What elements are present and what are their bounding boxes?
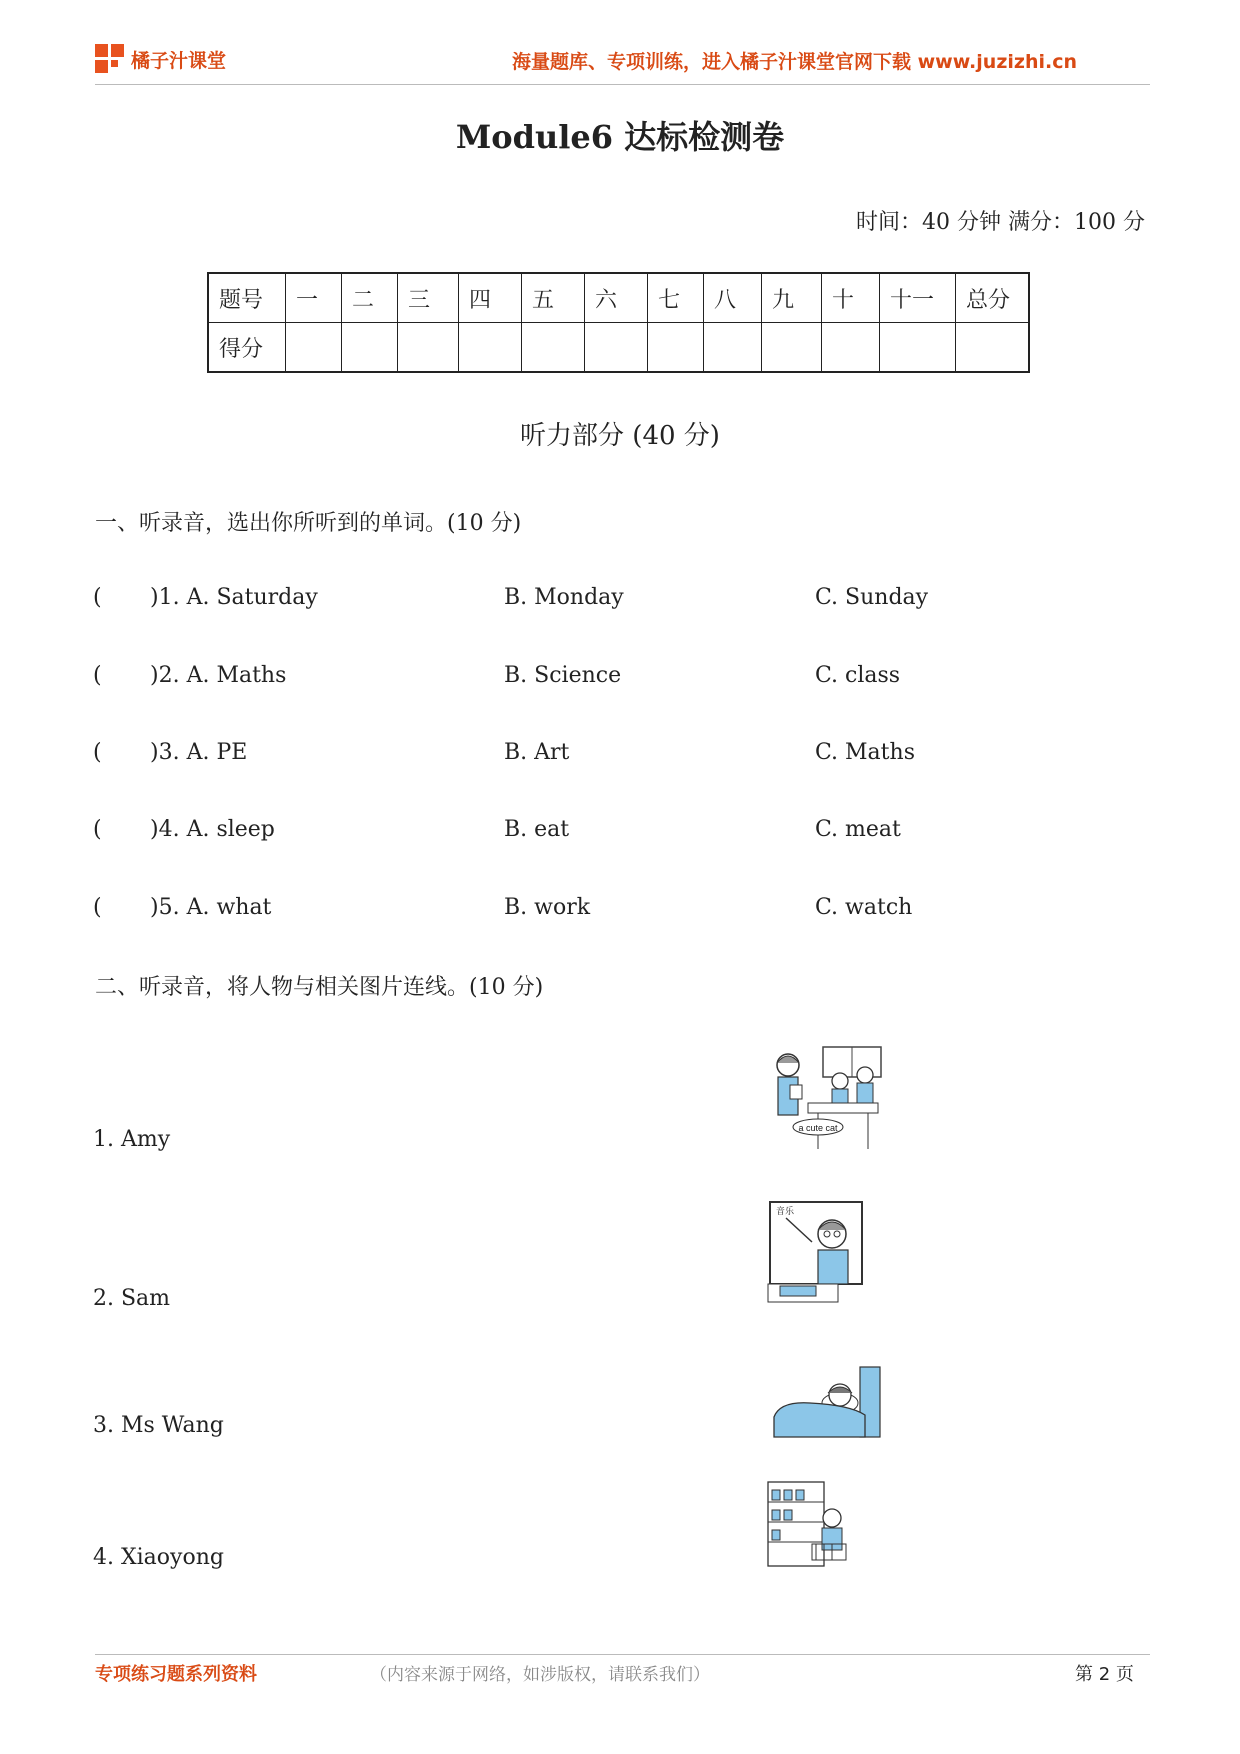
score-input-cell[interactable] [522,323,585,373]
question-option-c: C. class [815,663,901,688]
header-divider [95,84,1150,85]
person-name[interactable]: 3. Ms Wang [93,1413,224,1438]
question-option-a: )1. A. Saturday [150,585,318,610]
question-option-b: B. Science [504,663,622,688]
score-input-cell[interactable] [648,323,704,373]
question-option-a: )4. A. sleep [150,817,275,842]
score-input-cell[interactable] [880,323,956,373]
score-table [207,272,1030,373]
answer-paren[interactable]: ( [93,740,102,765]
brand-logo [95,44,226,74]
score-input-cell[interactable] [398,323,459,373]
question-option-c: C. Maths [815,740,915,765]
score-cell: 七 [648,273,704,323]
classroom-picture[interactable] [768,1045,883,1153]
logo-text: 橘子汁课堂 [131,49,227,72]
score-input-cell[interactable] [342,323,398,373]
section2-title: 二、听录音，将人物与相关图片连线。(10 分) [95,975,544,1000]
question-option-a: )5. A. what [150,895,272,920]
score-cell: 九 [762,273,822,323]
score-cell: 八 [704,273,762,323]
question-option-b: B. work [504,895,591,920]
question-option-b: B. Art [504,740,570,765]
person-name[interactable]: 4. Xiaoyong [93,1545,224,1570]
time-info: 时间：40 分钟 满分：100 分 [856,210,1145,235]
footer-series-label: 专项练习题系列资料 [95,1664,257,1685]
question-option-c: C. Sunday [815,585,929,610]
score-cell: 一 [286,273,342,323]
score-input-cell[interactable] [762,323,822,373]
footer-divider [95,1654,1150,1655]
score-input-cell[interactable] [704,323,762,373]
score-cell: 六 [585,273,648,323]
header-slogan: 海量题库、专项训练，进入橘子汁课堂官网下载 www.juzizhi.cn [512,51,1077,73]
answer-paren[interactable]: ( [93,817,102,842]
score-cell: 题号 [208,273,286,323]
board-label: 音乐 [776,1207,795,1217]
score-input-cell[interactable] [822,323,880,373]
page-title: Module6 达标检测卷 [455,118,785,156]
person-name[interactable]: 2. Sam [93,1286,171,1311]
score-cell: 总分 [956,273,1030,323]
supermarket-picture[interactable] [766,1478,856,1568]
answer-paren[interactable]: ( [93,585,102,610]
score-input-cell[interactable] [585,323,648,373]
score-cell: 二 [342,273,398,323]
score-cell: 十一 [880,273,956,323]
score-cell: 五 [522,273,585,323]
answer-paren[interactable]: ( [93,895,102,920]
score-cell: 三 [398,273,459,323]
page-number: 第 2 页 [1075,1664,1134,1685]
question-option-b: B. Monday [504,585,624,610]
score-row-label: 得分 [208,323,286,373]
music-teacher-picture[interactable] [766,1198,866,1306]
score-cell: 十 [822,273,880,323]
score-input-cell[interactable] [956,323,1030,373]
score-input-cell[interactable] [459,323,522,373]
score-input-cell[interactable] [286,323,342,373]
logo-icon [95,44,125,74]
section1-title: 一、听录音，选出你所听到的单词。(10 分) [95,511,522,536]
score-cell: 四 [459,273,522,323]
question-option-b: B. eat [504,817,570,842]
answer-paren[interactable]: ( [93,663,102,688]
question-option-a: )3. A. PE [150,740,248,765]
question-option-a: )2. A. Maths [150,663,287,688]
listening-title: 听力部分 (40 分) [520,421,720,451]
score-table-score-row [208,323,1029,373]
question-option-c: C. watch [815,895,913,920]
sleeping-picture[interactable] [770,1365,885,1440]
person-name[interactable]: 1. Amy [93,1127,171,1152]
question-option-c: C. meat [815,817,901,842]
score-table-header-row [208,273,1029,323]
picture-caption: a cute cat [798,1123,838,1133]
footer-copyright-note: （内容来源于网络，如涉版权，请联系我们） [370,1665,710,1685]
